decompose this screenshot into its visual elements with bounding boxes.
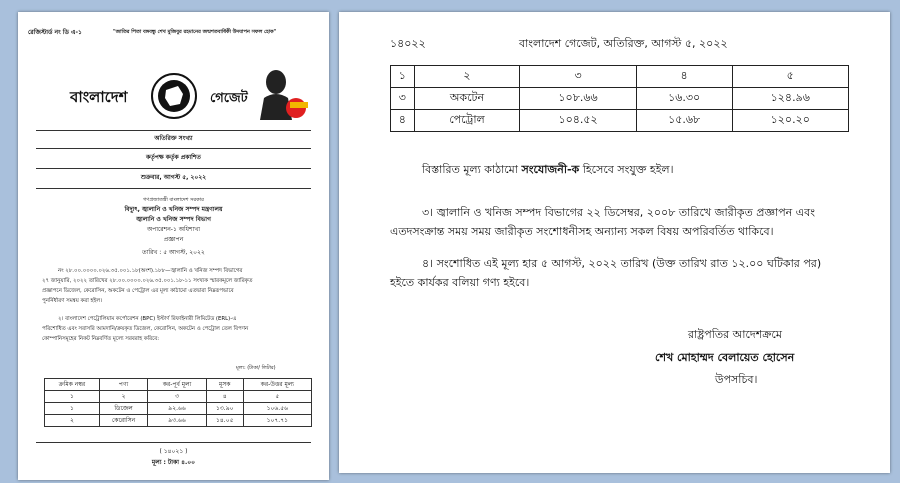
table-header-row: [45, 379, 312, 391]
table-cell: পেট্রোল: [414, 110, 520, 132]
order-line: রাষ্ট্রপতির আদেশক্রমে: [688, 328, 782, 341]
published-by: কর্তৃপক্ষ কর্তৃক প্রকাশিত: [146, 154, 201, 161]
government-name: গণপ্রজাতন্ত্রী বাংলাদেশ সরকার: [143, 197, 204, 203]
table-cell: ১০৬.৫৬: [243, 403, 311, 415]
table-row: [45, 415, 312, 427]
page-number: ১৪০২২: [390, 37, 426, 50]
table-cell: অকটেন: [414, 88, 520, 110]
ministry-name: বিদ্যুৎ, জ্বালানি ও খনিজ সম্পদ মন্ত্রণালয়: [124, 206, 223, 213]
annex-note-text: বিস্তারিত মূল্য কাঠামো: [422, 163, 522, 176]
notice-date: তারিখ : ৫ আগস্ট, ২০২২: [142, 249, 205, 256]
paragraph-4-line: ৪। সংশোধিত এই মূল্য হার ৫ আগস্ট, ২০২২ তারিখ (উক্ত তারিখ রাত ১২.০০ ঘটিকার পর): [422, 257, 822, 270]
table-cell: ১: [45, 391, 100, 403]
table-cell: ১: [391, 66, 415, 88]
paragraph-3-line: এতদসংক্রান্ত সময় সময় জারীকৃত সংশোধনীসহ অন্যান্য সকল বিষয় অপরিবর্তিত থাকিবে।: [390, 225, 774, 238]
table-cell: ডিজেল: [99, 403, 147, 415]
unit-note: মূল্য: (টাকা/ লিটার): [236, 365, 276, 371]
paragraph-1-line: প্রজ্ঞাপনে ডিজেল, কেরোসিন, অকটেন ও পেট্রোল এর মূল্য কাঠামো এতদ্বারা নিম্নরূপভাবে: [42, 288, 234, 294]
price-table: [44, 378, 312, 427]
table-row: [45, 403, 312, 415]
table-header-cell: মূসক: [206, 379, 243, 391]
table-cell: ১০৪.৫২: [520, 110, 636, 132]
paragraph-2-line: পরিশোধিত এবং সরাসরি আমদানি/ক্রয়কৃত ডিজেল, কেরোসিন, অকটেন ও পেট্রোল তেল বিপণন: [42, 326, 249, 332]
gazette-second-page: [339, 12, 890, 473]
rule: [36, 188, 311, 189]
signatory-name: শেখ মোহাম্মদ বেলায়েত হোসেন: [655, 351, 795, 364]
paragraph-2-line: ২। বাংলাদেশ পেট্রোলিয়াম কর্পোরেশন (BPC) ইস্টার্ণ রিফাইনারী লিমিটেড (ERL)-এ: [58, 316, 237, 322]
branch-name: অপারেশন-১ অধিশাখা: [146, 226, 201, 233]
table-cell: ২: [414, 66, 520, 88]
table-cell: ১৪.০৫: [206, 415, 243, 427]
notice-heading: প্রজ্ঞাপন: [163, 236, 184, 243]
government-seal-logo: [150, 72, 198, 120]
paragraph-4-line: হইতে কার্যকর বলিয়া গণ্য হইবে।: [390, 276, 530, 289]
table-cell: ১০৮.৬৬: [520, 88, 636, 110]
table-header-cell: কর-পূর্ব মূল্য: [148, 379, 207, 391]
table-row: [391, 110, 849, 132]
table-cell: ২: [99, 391, 147, 403]
table-cell: ১২৪.৯৬: [732, 88, 849, 110]
rule: [36, 168, 311, 169]
table-cell: কেরোসিন: [99, 415, 147, 427]
table-cell: ৫: [732, 66, 849, 88]
dedication-text: "জাতির পিতা বঙ্গবন্ধু শেখ মুজিবুর রহমানের জন্মশতবার্ষিকী উদযাপন সফল হোক": [113, 29, 277, 35]
paragraph-2-line: কোম্পানিসমূহের নিকট নিম্নবর্ণিত মূল্যে সরবরাহ করিবে:: [42, 336, 160, 342]
table-cell: ১৬.৩০: [636, 88, 732, 110]
price-line: মূল্য : টাকা ৪.০০: [151, 459, 196, 466]
paragraph-1-line: পুনর্নির্ধারণ সমন্বয় করা হইল।: [42, 298, 103, 304]
table-row: [45, 391, 312, 403]
table-cell: ১০৭.৭১: [243, 415, 311, 427]
table-row: [391, 66, 849, 88]
masthead-rule: [36, 130, 311, 131]
extraordinary-issue: অতিরিক্ত সংখ্যা: [154, 135, 193, 142]
footer-rule: [36, 442, 311, 443]
annex-note-text: হিসেবে সংযুক্ত হইল।: [579, 163, 674, 176]
portrait-emblem: [254, 64, 310, 120]
table-cell: ৩: [520, 66, 636, 88]
table-header-cell: পণ্য: [99, 379, 147, 391]
registration-number: রেজিস্টার্ড নং ডি এ-১: [28, 29, 82, 36]
table-row: [391, 88, 849, 110]
table-cell: ৩: [148, 391, 207, 403]
running-header: বাংলাদেশ গেজেট, অতিরিক্ত, আগস্ট ৫, ২০২২: [519, 37, 728, 50]
gazette-first-page: [18, 12, 329, 480]
paragraph-1-line: নং ২৮.০০.০০০০.০২৬.৩৫.০০১.১৮(অংশ).১৮৮—জ্বালানি ও খনিজ সম্পদ বিভাগের: [58, 268, 243, 274]
publication-date: শুক্রবার, আগস্ট ৫, ২০২২: [140, 174, 207, 181]
table-cell: ১২০.২০: [732, 110, 849, 132]
masthead-bangladesh: বাংলাদেশ: [70, 88, 128, 106]
table-cell: ৯৩.৬৬: [148, 415, 207, 427]
table-cell: ৫: [243, 391, 311, 403]
table-cell: ১৩.৯০: [206, 403, 243, 415]
paragraph-3-line: ৩। জ্বালানি ও খনিজ সম্পদ বিভাগের ২২ ডিসেম্বর, ২০০৮ তারিখে জারীকৃত প্রজ্ঞাপন এবং: [422, 206, 815, 219]
table-cell: ৪: [206, 391, 243, 403]
table-cell: ১৫.৬৮: [636, 110, 732, 132]
page-number: ( ১৪০২১ ): [159, 448, 188, 455]
table-header-cell: কর-উত্তর মূল্য: [243, 379, 311, 391]
division-name: জ্বালানি ও খনিজ সম্পদ বিভাগ: [136, 216, 211, 223]
price-table-continued: [390, 65, 849, 132]
rule: [36, 148, 311, 149]
table-cell: ১: [45, 403, 100, 415]
table-cell: ২: [45, 415, 100, 427]
annex-reference: সংযোজনী-ক: [521, 163, 580, 176]
masthead-gazette: গেজেট: [210, 91, 248, 106]
signatory-designation: উপসচিব।: [715, 373, 758, 386]
table-cell: ৪: [636, 66, 732, 88]
table-cell: ৩: [391, 88, 415, 110]
table-header-cell: ক্রমিক নম্বর: [45, 379, 100, 391]
table-cell: ৪: [391, 110, 415, 132]
annex-note: [422, 164, 674, 175]
table-cell: ৯২.৬৬: [148, 403, 207, 415]
paragraph-1-line: ২৭ জানুয়ারি, ২০২২ তারিখের ২৮.০০.০০০০.০২৬.৩৫.০০১.১৮-১১ সংখ্যক স্মারকমূলে জারিকৃত: [42, 278, 253, 284]
